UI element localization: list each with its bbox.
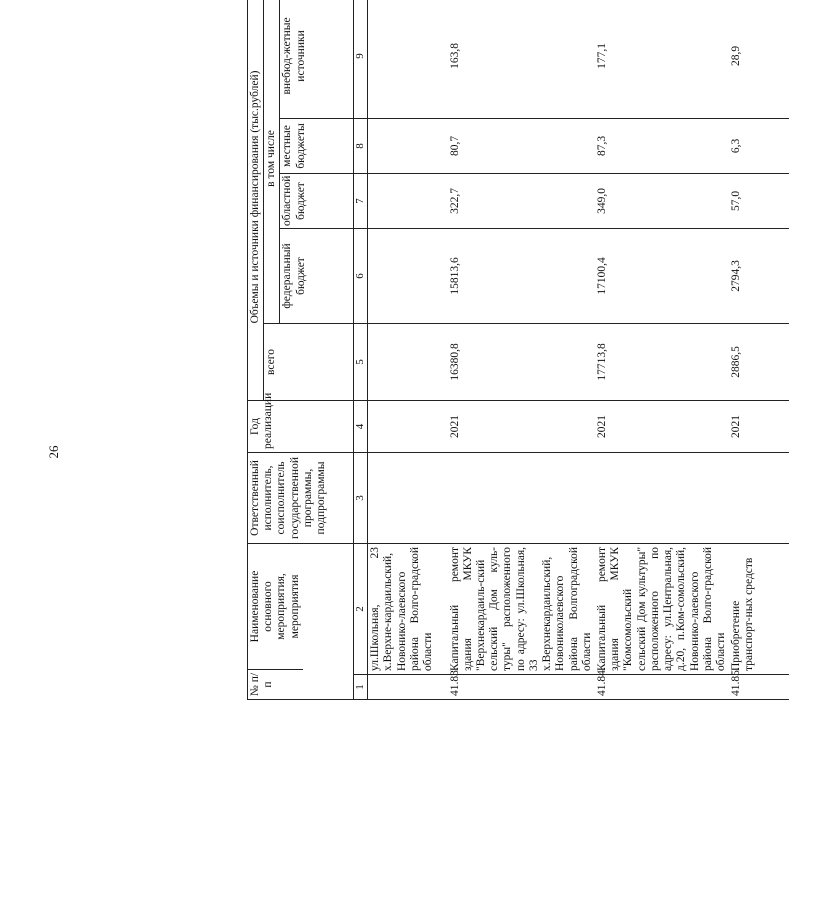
- header-extra: внебюд-жетные источники: [280, 0, 354, 118]
- row-local: 80,7: [448, 118, 595, 173]
- index-cell: 1: [354, 675, 368, 700]
- row-number: 41.84.: [595, 675, 729, 700]
- row-total: 16380,8: [448, 323, 595, 400]
- row-local: 6,3: [729, 118, 789, 173]
- row-extra: 28,9: [729, 0, 789, 118]
- header-federal: федеральный бюджет: [280, 228, 354, 323]
- row-extra: 177,1: [595, 0, 729, 118]
- table-row: [595, 0, 729, 700]
- table-row: [448, 0, 595, 700]
- row-local: [368, 118, 448, 173]
- row-responsible: [368, 452, 448, 543]
- row-federal: 17100,4: [595, 228, 729, 323]
- table-row: [729, 0, 789, 700]
- index-cell: 8: [354, 118, 368, 173]
- index-cell: 9: [354, 0, 368, 118]
- row-year: 2021: [729, 400, 789, 452]
- row-name: Капитальный ремонт здания МКУК "Верхнекардаиль-ский сельский Дом куль-туры" расположенного по адресу: ул.Школьная, 33 х.Верхнекардаильский, Новониколаевского района Волгоградской области: [448, 543, 595, 674]
- header-funding: Объемы и источники финансирования (тыс.рублей): [248, 0, 264, 400]
- row-regional: 349,0: [595, 173, 729, 228]
- header-regional: областной бюджет: [280, 173, 354, 228]
- row-name: Капитальный ремонт здания МКУК "Комсомольский сельский Дом культуры" расположенного по адресу: ул.Центральная, д.20, п.Ком-сомольский, Новонико-лаевского района Волго-градской области: [595, 543, 729, 674]
- row-total: [368, 323, 448, 400]
- row-responsible: [729, 452, 789, 543]
- row-federal: [368, 228, 448, 323]
- row-extra: 163,8: [448, 0, 595, 118]
- index-cell: 7: [354, 173, 368, 228]
- header-incl: в том числе: [264, 0, 280, 323]
- row-total: 17713,8: [595, 323, 729, 400]
- index-cell: 2: [354, 543, 368, 674]
- header-total: всего: [264, 323, 354, 400]
- header-year: Год реализации: [248, 400, 354, 452]
- page-number: 26: [46, 445, 61, 459]
- row-year: 2021: [595, 400, 729, 452]
- row-federal: 15813,6: [448, 228, 595, 323]
- header-local: местные бюджеты: [280, 118, 354, 173]
- header-responsible: Ответственный исполнитель, соисполнитель государственной программы, подпрограммы: [248, 452, 354, 543]
- row-federal: 2794,3: [729, 228, 789, 323]
- row-total: 2886,5: [729, 323, 789, 400]
- row-number: 41.85.: [729, 675, 789, 700]
- header-no: № п/п: [248, 669, 303, 699]
- row-name: Приобретение транспорт-ных средств: [729, 543, 789, 674]
- index-cell: 3: [354, 452, 368, 543]
- row-responsible: [595, 452, 729, 543]
- row-name: ул.Школьная, 23 х.Верхне-кардаильский, Новонико-лаевского района Волго-градской области: [368, 543, 448, 674]
- header-name: Наименование основного мероприятия, мероприятия: [249, 570, 301, 643]
- row-number: [368, 675, 448, 700]
- row-local: 87,3: [595, 118, 729, 173]
- index-cell: 4: [354, 400, 368, 452]
- row-number: 41.83.: [448, 675, 595, 700]
- row-regional: 322,7: [448, 173, 595, 228]
- rotated-page: [180, 0, 820, 725]
- row-extra: [368, 0, 448, 118]
- index-row: [354, 0, 368, 700]
- table-row: [368, 0, 448, 700]
- index-cell: 5: [354, 323, 368, 400]
- row-responsible: [448, 452, 595, 543]
- row-regional: [368, 173, 448, 228]
- header-row-1: [248, 0, 264, 700]
- row-year: 2021: [448, 400, 595, 452]
- row-regional: 57,0: [729, 173, 789, 228]
- index-cell: 6: [354, 228, 368, 323]
- funding-table: [247, 0, 789, 700]
- row-year: [368, 400, 448, 452]
